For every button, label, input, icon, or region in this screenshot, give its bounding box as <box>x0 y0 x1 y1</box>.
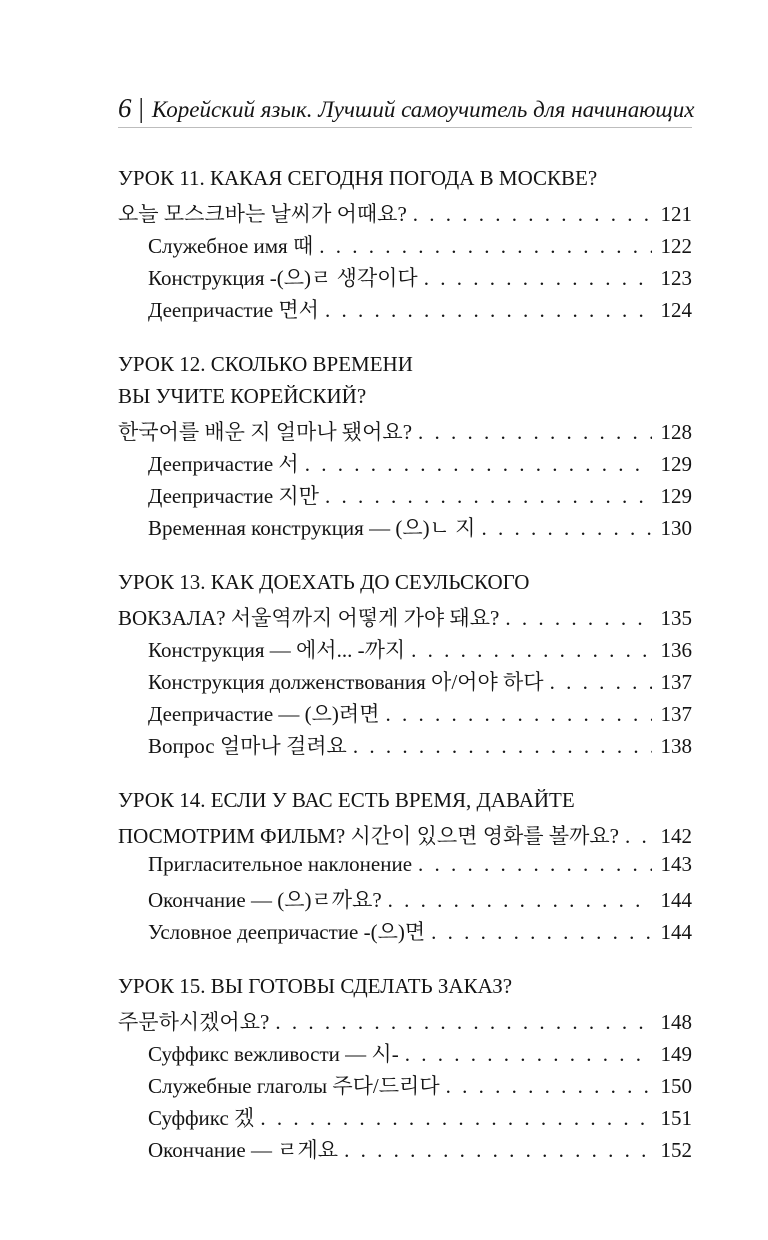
lesson-sub-entry <box>118 1134 692 1166</box>
lesson-sub-entry <box>118 634 692 666</box>
entry-text: Суффикс 겠 <box>148 1106 255 1130</box>
lesson-sub-entry <box>118 916 692 948</box>
entry-text: Окончание — ㄹ게요 <box>148 1138 339 1162</box>
page-number: 6 <box>118 93 132 123</box>
entry-page-number: 135 <box>660 606 692 630</box>
entry-text: УРОК 12. СКОЛЬКО ВРЕМЕНИ <box>118 352 413 376</box>
entry-text: УРОК 15. ВЫ ГОТОВЫ СДЕЛАТЬ ЗАКАЗ? <box>118 974 513 998</box>
running-header <box>118 93 695 128</box>
leader-dots <box>418 852 652 877</box>
lesson-block <box>118 166 692 326</box>
lesson-sub-entry <box>118 1102 692 1134</box>
leader-dots <box>411 638 652 663</box>
entry-text: Конструкция — 에서... -까지 <box>148 638 406 662</box>
leader-dots <box>418 420 652 445</box>
entry-page-number: 148 <box>660 1010 692 1034</box>
lesson-sub-entry <box>118 884 692 916</box>
leader-dots <box>305 452 652 477</box>
lesson-main-entry <box>118 198 692 230</box>
lesson-main-entry <box>118 416 692 448</box>
lesson-title-line <box>118 788 692 820</box>
entry-page-number: 144 <box>660 888 692 912</box>
leader-dots <box>325 298 652 323</box>
entry-text: Конструкция долженствования 아/어야 하다 <box>148 670 544 694</box>
book-title: Корейский язык. Лучший самоучитель для начинающих <box>151 97 695 122</box>
leader-dots <box>388 888 652 913</box>
entry-page-number: 138 <box>660 734 692 758</box>
entry-text: Окончание — (으)ㄹ까요? <box>148 888 382 912</box>
leader-dots <box>275 1010 652 1035</box>
entry-page-number: 121 <box>660 202 692 226</box>
lesson-sub-entry <box>118 1038 692 1070</box>
entry-text: 한국어를 배운 지 얼마나 됐어요? <box>118 420 413 444</box>
leader-dots <box>625 824 652 849</box>
entry-page-number: 122 <box>660 234 692 258</box>
entry-page-number: 136 <box>660 638 692 662</box>
lesson-sub-entry <box>118 666 692 698</box>
entry-page-number: 130 <box>660 516 692 540</box>
lesson-sub-entry <box>118 448 692 480</box>
leader-dots <box>550 670 652 695</box>
leader-dots <box>446 1074 652 1099</box>
leader-dots <box>353 734 652 759</box>
leader-dots <box>431 920 652 945</box>
entry-page-number: 144 <box>660 920 692 944</box>
entry-page-number: 128 <box>660 420 692 444</box>
lesson-title-line <box>118 166 692 198</box>
entry-text: Суффикс вежливости — 시- <box>148 1042 399 1066</box>
entry-text: УРОК 14. ЕСЛИ У ВАС ЕСТЬ ВРЕМЯ, ДАВАЙТЕ <box>118 788 575 812</box>
lesson-main-entry <box>118 602 692 634</box>
lesson-block <box>118 974 692 1166</box>
entry-text: Деепричастие — (으)려면 <box>148 702 380 726</box>
entry-page-number: 151 <box>660 1106 692 1130</box>
lesson-title-line <box>118 974 692 1006</box>
lesson-main-entry <box>118 1006 692 1038</box>
header-separator: | <box>138 93 144 123</box>
leader-dots <box>505 606 652 631</box>
entry-text: Конструкция -(으)ㄹ 생각이다 <box>148 266 418 290</box>
entry-page-number: 129 <box>660 484 692 508</box>
leader-dots <box>424 266 652 291</box>
lesson-title-line <box>118 384 692 416</box>
lesson-block <box>118 570 692 762</box>
entry-text: ВЫ УЧИТЕ КОРЕЙСКИЙ? <box>118 384 367 408</box>
entry-page-number: 149 <box>660 1042 692 1066</box>
entry-page-number: 123 <box>660 266 692 290</box>
entry-text: Условное деепричастие -(으)면 <box>148 920 426 944</box>
entry-page-number: 150 <box>660 1074 692 1098</box>
entry-text: Деепричастие 지만 <box>148 484 319 508</box>
lesson-sub-entry <box>118 294 692 326</box>
leader-dots <box>405 1042 652 1067</box>
lesson-sub-entry <box>118 262 692 294</box>
entry-text: Вопрос 얼마나 걸려요 <box>148 734 347 758</box>
entry-page-number: 124 <box>660 298 692 322</box>
lesson-sub-entry <box>118 512 692 544</box>
entry-page-number: 152 <box>660 1138 692 1162</box>
entry-text: Пригласительное наклонение <box>148 852 413 876</box>
entry-text: ВОКЗАЛА? 서울역까지 어떻게 가야 돼요? <box>118 606 500 630</box>
leader-dots <box>385 702 652 727</box>
table-of-contents <box>118 166 692 1192</box>
lesson-sub-entry <box>118 730 692 762</box>
entry-text: УРОК 13. КАК ДОЕХАТЬ ДО СЕУЛЬСКОГО <box>118 570 530 594</box>
entry-text: Служебные глаголы 주다/드리다 <box>148 1074 440 1098</box>
entry-text: Деепричастие 면서 <box>148 298 319 322</box>
entry-page-number: 142 <box>660 824 692 848</box>
leader-dots <box>413 202 652 227</box>
entry-page-number: 137 <box>660 670 692 694</box>
entry-page-number: 129 <box>660 452 692 476</box>
entry-page-number: 137 <box>660 702 692 726</box>
lesson-block <box>118 788 692 948</box>
lesson-title-line <box>118 570 692 602</box>
lesson-sub-entry <box>118 852 692 884</box>
entry-text: Деепричастие 서 <box>148 452 299 476</box>
entry-text: 주문하시겠어요? <box>118 1010 270 1034</box>
lesson-block <box>118 352 692 544</box>
leader-dots <box>344 1138 652 1163</box>
lesson-main-entry <box>118 820 692 852</box>
lesson-sub-entry <box>118 1070 692 1102</box>
entry-text: УРОК 11. КАКАЯ СЕГОДНЯ ПОГОДА В МОСКВЕ? <box>118 166 598 190</box>
leader-dots <box>260 1106 652 1131</box>
entry-text: Служебное имя 때 <box>148 234 314 258</box>
entry-page-number: 143 <box>660 852 692 876</box>
leader-dots <box>319 234 652 259</box>
leader-dots <box>481 516 652 541</box>
lesson-sub-entry <box>118 698 692 730</box>
lesson-title-line <box>118 352 692 384</box>
lesson-sub-entry <box>118 480 692 512</box>
lesson-sub-entry <box>118 230 692 262</box>
entry-text: ПОСМОТРИМ ФИЛЬМ? 시간이 있으면 영화를 볼까요? <box>118 824 619 848</box>
entry-text: 오늘 모스크바는 날씨가 어때요? <box>118 202 407 226</box>
leader-dots <box>325 484 652 509</box>
entry-text: Временная конструкция — (으)ㄴ 지 <box>148 516 476 540</box>
